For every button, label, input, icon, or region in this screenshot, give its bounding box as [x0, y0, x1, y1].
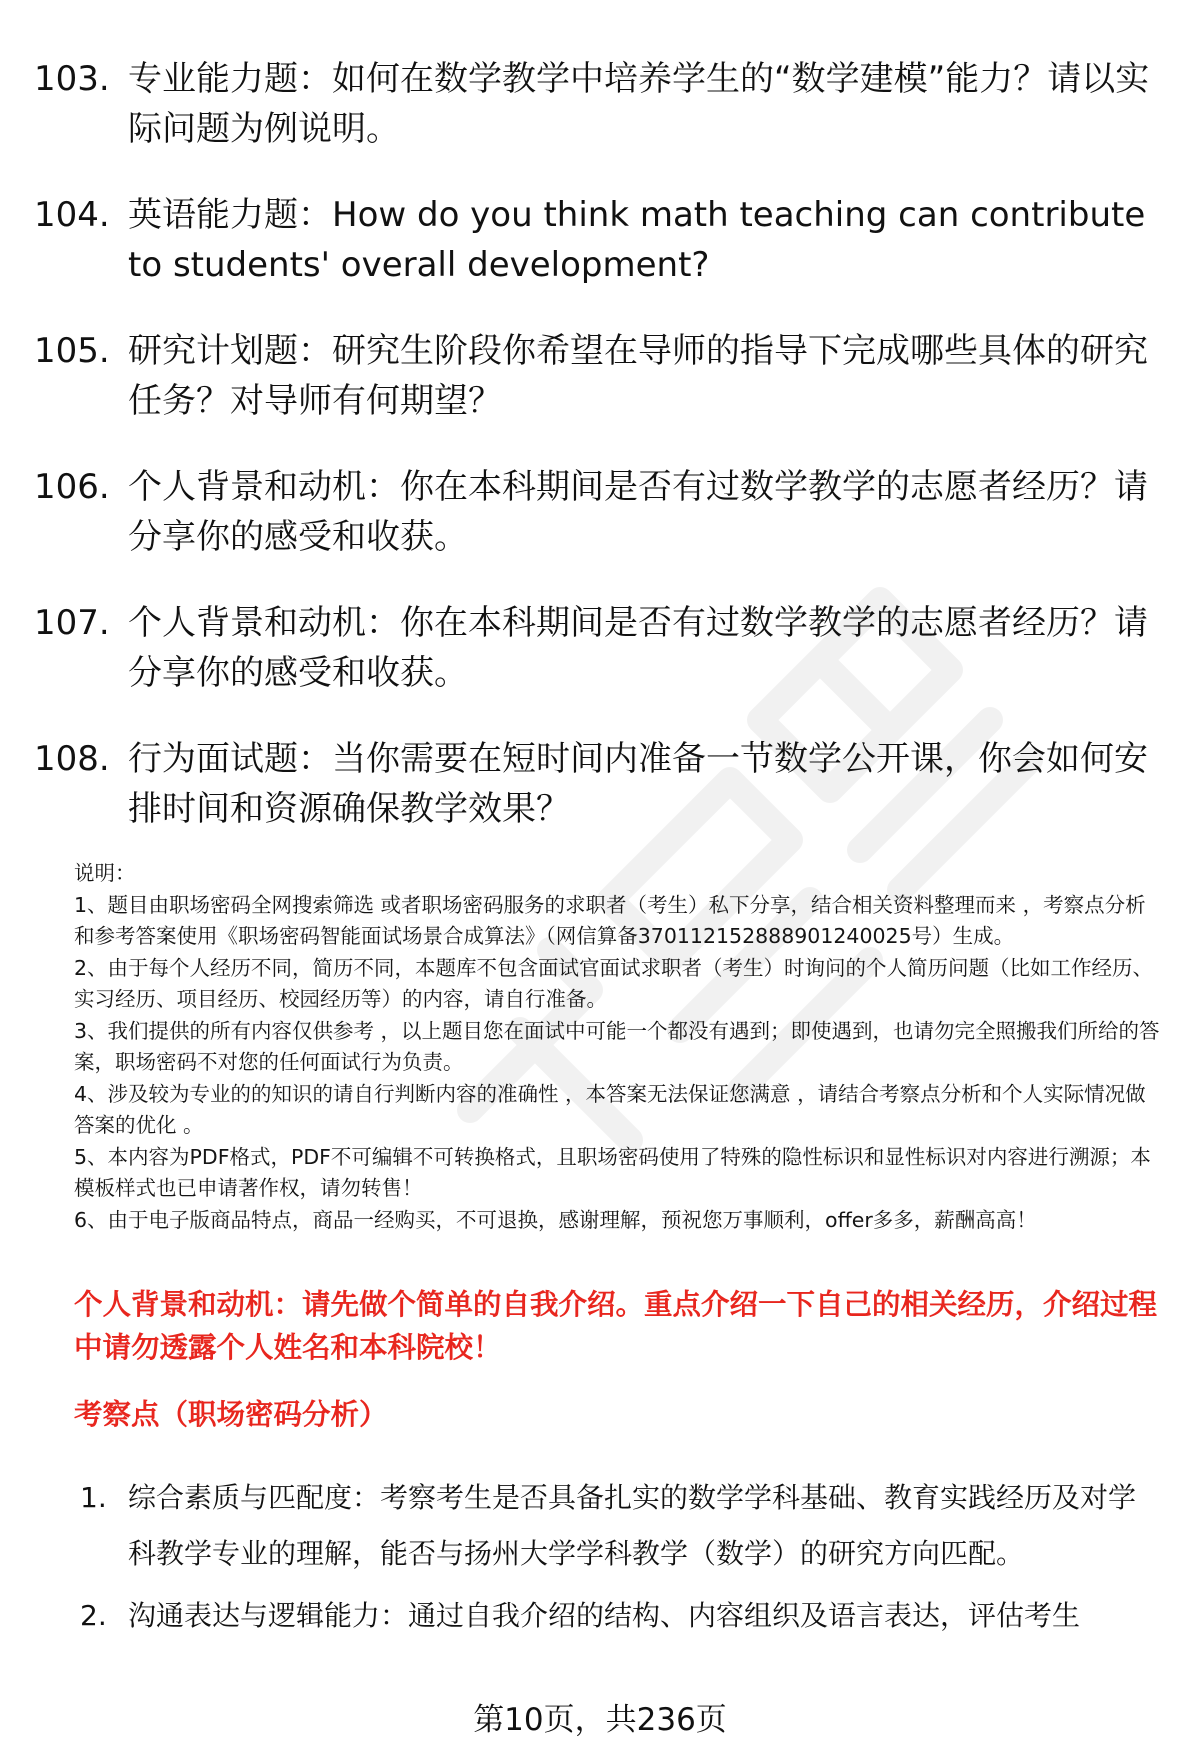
notes-item: 6、由于电子版商品特点，商品一经购买，不可退换，感谢理解，预祝您万事顺利，offer多多，薪酬高高！ — [74, 1207, 1037, 1232]
question-text: 行为面试题：当你需要在短时间内准备一节数学公开课，你会如何安排时间和资源确保教学效果？ — [128, 739, 1148, 829]
question-item — [34, 598, 1184, 698]
question-number: 107. — [34, 603, 110, 643]
analysis-point — [80, 1588, 1170, 1644]
question-item — [34, 190, 1184, 290]
question-item — [34, 326, 1184, 426]
question-text: 个人背景和动机：你在本科期间是否有过数学教学的志愿者经历？请分享你的感受和收获。 — [128, 603, 1148, 693]
analysis-point — [80, 1470, 1170, 1582]
question-item — [34, 54, 1184, 154]
question-text: 个人背景和动机：你在本科期间是否有过数学教学的志愿者经历？请分享你的感受和收获。 — [128, 467, 1148, 557]
notes-section — [74, 858, 1160, 1236]
question-number: 105. — [34, 331, 110, 371]
question-number: 108. — [34, 739, 110, 779]
page-footer: 第10页，共236页 — [473, 1702, 727, 1738]
question-number: 103. — [34, 59, 110, 99]
analysis-title: 考察点（职场密码分析） — [74, 1398, 388, 1431]
question-number: 104. — [34, 195, 110, 235]
analysis-point-number: 2. — [80, 1599, 107, 1632]
question-text: 英语能力题：How do you think math teaching can contribute to students' overall development? — [128, 195, 1146, 285]
question-text: 研究计划题：研究生阶段你希望在导师的指导下完成哪些具体的研究任务？对导师有何期望？ — [128, 331, 1148, 421]
notes-item: 5、本内容为PDF格式，PDF不可编辑不可转换格式，且职场密码使用了特殊的隐性标识和显性标识对内容进行溯源；本模板样式也已申请著作权，请勿转售！ — [74, 1144, 1151, 1200]
analysis-points — [80, 1470, 1170, 1650]
question-item — [34, 462, 1184, 562]
question-number: 106. — [34, 467, 110, 507]
notes-item: 2、由于每个人经历不同，简历不同，本题库不包含面试官面试求职者（考生）时询问的个人简历问题（比如工作经历、实习经历、项目经历、校园经历等）的内容，请自行准备。 — [74, 955, 1154, 1011]
notes-item: 3、我们提供的所有内容仅供参考 ，以上题目您在面试中可能一个都没有遇到；即使遇到，也请勿完全照搬我们所给的答案，职场密码不对您的任何面试行为负责。 — [74, 1018, 1160, 1074]
notes-title: 说明： — [74, 861, 136, 885]
question-item — [34, 734, 1184, 834]
highlight-question: 个人背景和动机：请先做个简单的自我介绍。重点介绍一下自己的相关经历，介绍过程中请勿透露个人姓名和本科院校！ — [74, 1288, 1158, 1364]
analysis-point-text: 综合素质与匹配度：考察考生是否具备扎实的数学学科基础、教育实践经历及对学科教学专业的理解，能否与扬州大学学科教学（数学）的研究方向匹配。 — [128, 1481, 1137, 1570]
notes-item: 1、题目由职场密码全网搜索筛选 或者职场密码服务的求职者（考生）私下分享，结合相关资料整理而来 ，考察点分析和参考答案使用《职场密码智能面试场景合成算法》（网信算备370112152888901240025号）生成。 — [74, 892, 1146, 948]
analysis-point-number: 1. — [80, 1481, 107, 1514]
question-list — [34, 54, 1184, 870]
analysis-point-text: 沟通表达与逻辑能力：通过自我介绍的结构、内容组织及语言表达，评估考生 — [128, 1599, 1081, 1632]
question-text: 专业能力题：如何在数学教学中培养学生的“数学建模”能力？请以实际问题为例说明。 — [128, 59, 1150, 149]
notes-item: 4、涉及较为专业的的知识的请自行判断内容的准确性 ，本答案无法保证您满意 ，请结合考察点分析和个人实际情况做答案的优化 。 — [74, 1081, 1146, 1137]
